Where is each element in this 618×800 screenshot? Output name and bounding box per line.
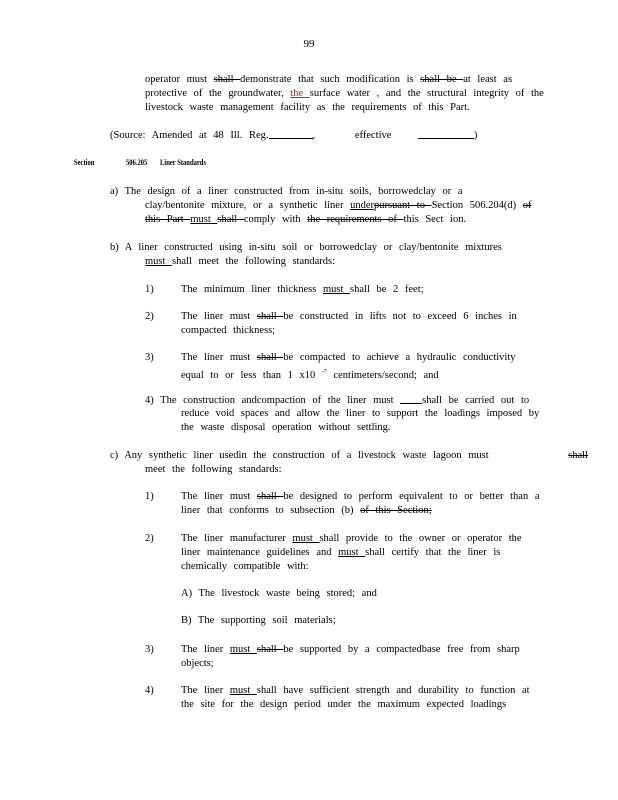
effective-date-blank: [418, 128, 474, 139]
list-item: The liner must shall be constructed in lifts not to exceed 6 inches in compacted thickness;: [181, 311, 517, 336]
subsection-b-first-line: b) A liner constructed using in-situ soil or borrowedclay or clay/bentonite mixtures: [110, 242, 502, 253]
subsection-a-first-line: a) The design of a liner constructed from in-situ soils, borrowedclay or a: [110, 186, 463, 197]
deleted-text: shall: [568, 450, 589, 461]
sub-list-item: A) The livestock waste being stored; and: [181, 588, 377, 599]
inserted-text: must: [338, 547, 366, 558]
inserted-text: must: [145, 256, 173, 267]
deleted-text: the requirements of: [307, 214, 404, 225]
source-note: (Source: Amended at 48 Ill. Reg. , effective ): [110, 130, 478, 141]
deleted-text: shall: [213, 74, 241, 85]
deleted-text: shall: [256, 352, 284, 363]
inserted-text: must: [229, 644, 257, 655]
list-item: The liner manufacturer must shall provide to the owner or operator the liner maintenance guidelines and must shall certify that the liner is chemically compatible with:: [181, 533, 522, 572]
inserted-text: must: [190, 214, 218, 225]
inserted-text: must: [322, 284, 351, 295]
inserted-text: under: [350, 200, 374, 211]
subsection-c-body: meet the following standards:: [145, 464, 282, 475]
subsection-b-body: must shall meet the following standards:: [145, 256, 336, 267]
deleted-text: shall: [256, 491, 284, 502]
inserted-text: the: [290, 88, 310, 99]
list-item: 4) The construction andcompaction of the liner must shall be carried out to: [145, 395, 530, 406]
deleted-text: shall be: [420, 74, 464, 85]
list-item-number: 3): [145, 644, 154, 655]
inserted-text: must: [229, 685, 257, 696]
section-number: 506.205: [126, 158, 148, 167]
page-number: 99: [303, 38, 315, 50]
deleted-text: of: [522, 200, 532, 211]
deleted-text: shall: [217, 214, 244, 225]
deleted-text: this Part: [145, 214, 191, 225]
list-item: The liner must shall have sufficient strength and durability to function at the site for the design period under the maximum expected loadings: [181, 685, 530, 710]
sub-list-item: B) The supporting soil materials;: [181, 615, 336, 626]
list-item: The minimum liner thickness must shall be 2 feet;: [181, 284, 424, 295]
list-item-number: 4): [145, 685, 154, 696]
deleted-text: pursuant to: [374, 200, 432, 211]
subsection-c-first-line: c) Any synthetic liner usedin the construction of a livestock waste lagoon must shall: [110, 450, 589, 461]
list-item: The liner must shall be designed to perform equivalent to or better than a liner that conforms to subsection (b) of this Section;: [181, 491, 540, 516]
date-blank: [269, 128, 313, 139]
section-title: Liner Standards: [160, 158, 206, 167]
list-item-number: 1): [145, 284, 154, 295]
list-item-number: 3): [145, 352, 154, 363]
section-label: Section: [74, 158, 95, 167]
deleted-text: of this Section;: [360, 505, 432, 516]
inserted-text: must: [292, 533, 320, 544]
deleted-text: shall: [256, 644, 284, 655]
list-item-number: 1): [145, 491, 154, 502]
list-item: The liner must shall be supported by a compactedbase free from sharp objects;: [181, 644, 520, 669]
intro-paragraph: operator must shall demonstrate that such modification is shall be at least as protective of the groundwater, the surface water , and the structural integrity of the livestock waste management facility as the requirements of this Part.: [145, 74, 544, 113]
insert-blank: [400, 393, 422, 404]
list-item-number: 2): [145, 533, 154, 544]
deleted-text: shall: [256, 311, 284, 322]
list-item-number: 2): [145, 311, 154, 322]
subsection-a-body: clay/bentonite mixture, or a synthetic liner underpursuant to Section 506.204(d) of this Part must shall comply with the requirements of this Sect ion.: [145, 200, 532, 225]
list-item: The liner must shall be compacted to achieve a hydraulic conductivity equal to or less than 1 x10 $^{-7}$ centimeters/second; and: [181, 352, 516, 381]
list-item-continuation: reduce void spaces and allow the liner to support the loadings imposed by the waste disposal operation without settling.: [181, 408, 540, 433]
